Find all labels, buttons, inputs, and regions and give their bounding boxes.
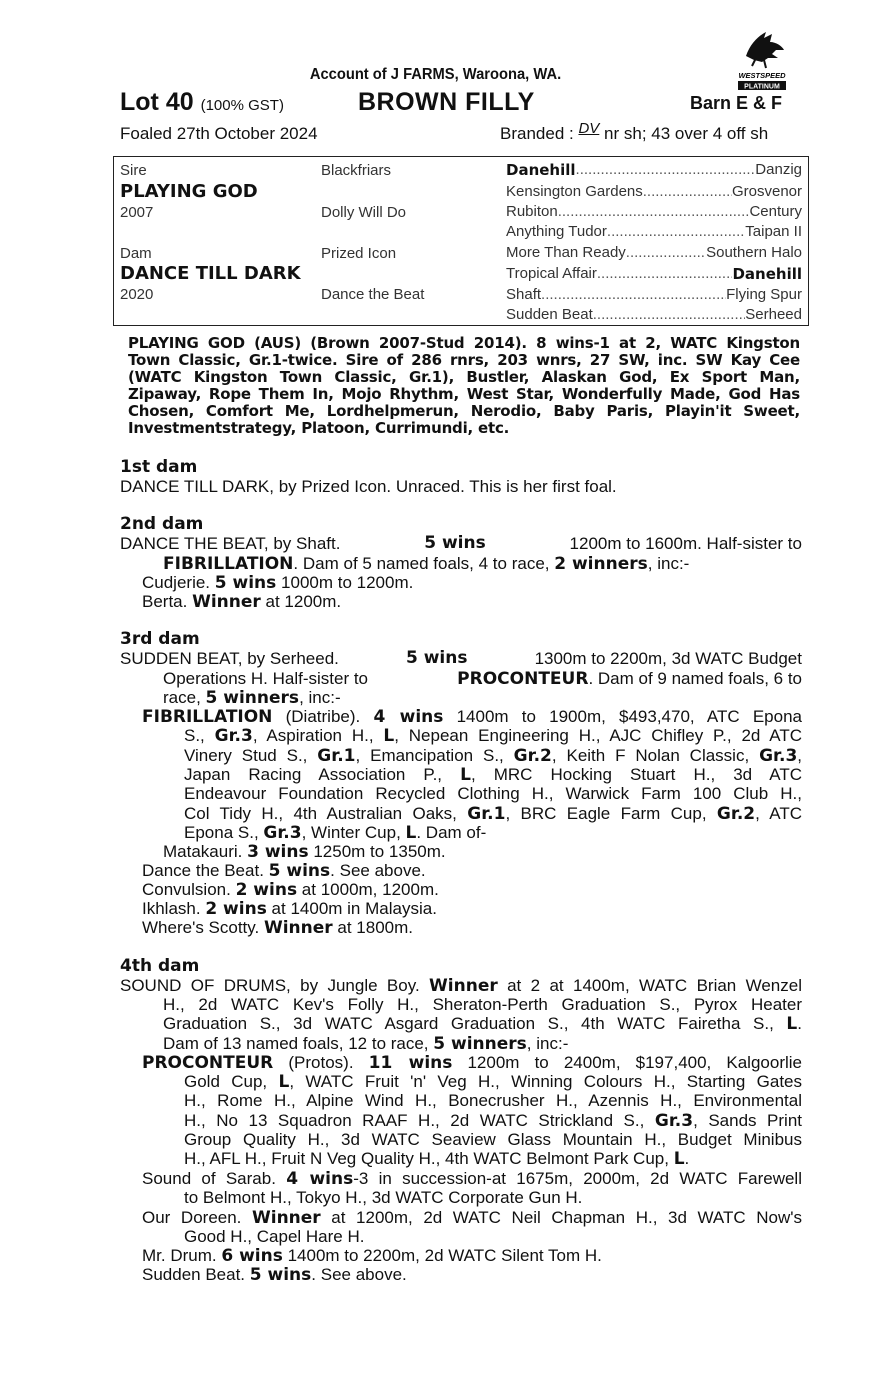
- great-grandparent-sire: Shaft: [506, 286, 542, 303]
- dam-label: Dam: [120, 245, 152, 262]
- bold-segment: Gr.3: [263, 822, 302, 843]
- third-dam-winners: 5 winners: [205, 688, 300, 708]
- sire-label: Sire: [120, 162, 147, 179]
- text-segment: , Nepean Engineering H., AJC Chifley P., 2d ATC: [394, 726, 802, 746]
- lot-label: Lot 40: [120, 88, 194, 116]
- first-dam-heading: 1st dam: [120, 457, 198, 477]
- great-grandparent-grandsire: Danzig: [755, 161, 802, 178]
- lot-number: [120, 88, 284, 117]
- text-segment: Convulsion.: [142, 880, 236, 899]
- great-grandparent-row: [506, 223, 802, 240]
- second-dam-line-2: [163, 554, 689, 574]
- text-segment: (Protos).: [273, 1053, 369, 1072]
- text-segment: , BRC Eagle Farm Cup,: [505, 803, 717, 823]
- our-doreen-line: [142, 1208, 802, 1228]
- second-dam-intro: DANCE THE BEAT, by Shaft.: [120, 534, 341, 553]
- fourth-dam-intro-line: [163, 1014, 802, 1034]
- proconteur-ref: PROCONTEUR: [457, 669, 589, 689]
- bold-segment: Gr.2: [716, 803, 756, 824]
- third-dam-progeny: [142, 899, 437, 919]
- text-segment: -3 in succession-at 1675m, 2000m, 2d WATC Farewell: [353, 1169, 802, 1188]
- text-segment: .: [684, 1149, 690, 1168]
- proconteur-line: [184, 1111, 802, 1131]
- bold-segment: Gr.2: [513, 745, 552, 766]
- text-segment: 1250m to 1350m.: [308, 842, 446, 861]
- text-segment: 1400m to 2200m, 2d WATC Silent Tom H.: [282, 1246, 602, 1265]
- text-segment: Vinery Stud S.,: [184, 745, 318, 765]
- fibrillation-line: [184, 726, 802, 746]
- third-dam-wins: 5 wins: [405, 648, 468, 668]
- westspeed-logo: [732, 28, 792, 94]
- cudjerie-wins: 5 wins: [214, 573, 277, 593]
- our-doreen-line: [184, 1227, 364, 1246]
- proconteur-line: [142, 1053, 802, 1073]
- berta-name: Berta.: [142, 592, 188, 611]
- branded-info: [500, 120, 769, 144]
- fourth-dam-progeny: [142, 1246, 602, 1266]
- sound-of-sarab-line: [184, 1188, 582, 1207]
- berta-wins: Winner: [192, 592, 261, 612]
- bold-segment: 2 wins: [205, 899, 267, 919]
- great-grandparent-grandsire: Southern Halo: [706, 244, 802, 261]
- text-segment: Graduation S., 3d WATC Asgard Graduation S., 4th WATC Fairetha S.,: [163, 1014, 787, 1034]
- brand-description: nr sh; 43 over 4 off sh: [604, 124, 769, 143]
- leader-dots: [626, 244, 706, 261]
- great-grandparent-sire: More Than Ready: [506, 244, 626, 261]
- third-dam-inc: , inc:-: [299, 688, 341, 707]
- text-segment: , Sands Print: [693, 1110, 803, 1130]
- fourth-dam-progeny: [142, 1265, 407, 1285]
- cudjerie-name: Cudjerie.: [142, 573, 211, 592]
- bold-segment: 5 wins: [249, 1265, 312, 1286]
- bold-segment: Winner: [263, 918, 333, 938]
- text-segment: H., No 13 Squadron RAAF H., 2d WATC Strickland S.,: [184, 1110, 655, 1130]
- third-dam-heading: 3rd dam: [120, 629, 200, 649]
- leader-dots: [593, 306, 746, 323]
- great-grandparent-grandsire: Danehill: [732, 265, 802, 283]
- text-segment: Mr. Drum.: [142, 1246, 222, 1265]
- text-segment: , WATC Fruit 'n' Veg H., Winning Colours H., Starting Gates: [289, 1072, 803, 1092]
- great-grandparent-grandsire: Serheed: [745, 306, 802, 323]
- fibrillation-line: [184, 784, 802, 803]
- third-dam-line-2: [163, 669, 802, 689]
- branded-label: Branded :: [500, 124, 574, 143]
- logo-westspeed-text: WESTSPEED: [738, 71, 786, 80]
- great-grandparent-row: [506, 161, 802, 179]
- text-segment: H., 2d WATC Kev's Folly H., Sheraton-Perth Graduation S., Pyrox Heater: [163, 995, 802, 1015]
- bold-segment: Winner: [251, 1208, 321, 1228]
- bold-segment: Winner: [429, 976, 498, 996]
- bold-segment: Gr.3: [759, 745, 798, 766]
- text-segment: , ATC: [755, 803, 802, 823]
- proconteur-line: [184, 1072, 802, 1092]
- great-grandparent-row: [506, 265, 802, 283]
- leader-dots: [541, 286, 726, 303]
- third-dam-record: 1300m to 2200m, 3d WATC Budget: [534, 649, 802, 668]
- second-dam-line-1: [120, 534, 802, 553]
- sire-description: PLAYING GOD (AUS) (Brown 2007-Stud 2014). 8 wins-1 at 2, WATC Kingston Town Classic, Gr.1-twice. Sire of 286 rnrs, 203 wnrs, 27 SW, inc. SW Kay Cee (WATC Kingston Town Classic, Gr.1), Bustler, Alaskan God, Ex Sport Man, Zipaway, Rope Them In, Mojo Rhythm, West Star, Wonderfully Made, God Has Chosen, Comfort Me, Lordhelpmerun, Nerodio, Baby Paris, Playin'it Sweet, Investmentstrategy, Platoon, Currimundi, etc.: [128, 334, 800, 437]
- second-dam-winners: 2 winners: [554, 554, 648, 574]
- bold-segment: 5 winners: [433, 1033, 527, 1054]
- sire-name: PLAYING GOD: [120, 181, 258, 202]
- text-segment: SOUND OF DRUMS, by Jungle Boy.: [120, 976, 430, 995]
- third-dam-foals: . Dam of 9 named foals, 6 to: [588, 669, 802, 688]
- text-segment: Where's Scotty.: [142, 918, 264, 937]
- text-segment: , MRC Hocking Stuart H., 3d ATC: [470, 764, 803, 784]
- bold-segment: PROCONTEUR: [142, 1053, 274, 1073]
- great-grandparent-row: [506, 286, 802, 303]
- grandsire-sire: Blackfriars: [321, 162, 392, 179]
- text-segment: . Dam of-: [416, 822, 487, 842]
- first-dam-text: DANCE TILL DARK, by Prized Icon. Unraced. This is her first foal.: [120, 477, 617, 496]
- great-grandparent-row: [506, 183, 802, 200]
- great-grandparent-sire: Sudden Beat: [506, 306, 593, 323]
- horse-title: BROWN FILLY: [358, 88, 535, 116]
- leader-dots: [558, 203, 750, 220]
- leader-dots: [643, 183, 732, 200]
- great-grandparent-grandsire: Century: [749, 203, 802, 220]
- great-grandparent-grandsire: Flying Spur: [726, 286, 802, 303]
- great-grandparent-row: [506, 244, 802, 261]
- text-segment: at 1200m, 2d WATC Neil Chapman H., 3d WATC Now's: [320, 1208, 802, 1227]
- leader-dots: [607, 223, 745, 240]
- proconteur-line: [184, 1091, 802, 1110]
- pedigree-table: [113, 156, 809, 326]
- foaled-date: Foaled 27th October 2024: [120, 124, 318, 143]
- third-dam-progeny: [142, 880, 439, 900]
- text-segment: , Keith F Nolan Classic,: [551, 745, 760, 765]
- fibrillation-title: FIBRILLATION: [142, 707, 273, 727]
- barn-location: Barn E & F: [690, 93, 783, 113]
- text-segment: Gold Cup,: [184, 1072, 279, 1092]
- progeny-cudjerie: [142, 573, 413, 593]
- fibrillation-line: [184, 765, 802, 785]
- third-dam-line-1: [120, 649, 802, 668]
- text-segment: Our Doreen.: [142, 1208, 252, 1227]
- bold-segment: Gr.3: [214, 726, 253, 747]
- race-word: race,: [163, 688, 201, 707]
- gst-note: (100% GST): [200, 97, 284, 114]
- leader-dots: [576, 161, 756, 179]
- third-dam-progeny: [163, 842, 446, 862]
- text-segment: 1200m to 2400m, $197,400, Kalgoorlie: [452, 1053, 802, 1072]
- third-dam-line-3: [163, 688, 341, 708]
- bold-segment: 11 wins: [368, 1053, 453, 1073]
- cudjerie-record: 1000m to 1200m.: [281, 573, 414, 592]
- text-segment: to Belmont H., Tokyo H., 3d WATC Corporate Gun H.: [184, 1188, 583, 1208]
- bold-segment: 5 wins: [268, 861, 331, 881]
- bold-segment: L: [278, 1072, 290, 1093]
- text-segment: , inc:-: [526, 1033, 569, 1053]
- text-segment: at 2 at 1400m, WATC Brian Wenzel: [497, 976, 802, 995]
- text-segment: , Aspiration H.,: [252, 726, 384, 746]
- proconteur-line: [184, 1130, 802, 1149]
- text-segment: at 1400m in Malaysia.: [266, 899, 437, 918]
- second-dam-heading: 2nd dam: [120, 514, 204, 534]
- text-segment: , Winter Cup,: [301, 822, 406, 842]
- fourth-dam-intro-line: [163, 1034, 568, 1054]
- proconteur-line: [184, 1149, 689, 1169]
- sire-year: 2007: [120, 204, 154, 221]
- text-segment: Matakauri.: [163, 842, 248, 861]
- bold-segment: 4 wins: [373, 707, 444, 727]
- great-grandparent-grandsire: Taipan II: [745, 223, 802, 240]
- third-dam-intro: SUDDEN BEAT, by Serheed.: [120, 649, 339, 668]
- text-segment: at 1000m, 1200m.: [297, 880, 439, 899]
- text-segment: Col Tidy H., 4th Australian Oaks,: [184, 803, 468, 823]
- bold-segment: 2 wins: [235, 880, 298, 900]
- progeny-berta: [142, 592, 341, 612]
- great-grandparent-sire: Kensington Gardens: [506, 183, 643, 200]
- text-segment: . See above.: [311, 1265, 407, 1285]
- granddam-dam: Dance the Beat: [321, 286, 425, 303]
- second-dam-inc: , inc:-: [647, 554, 690, 573]
- dam-name: DANCE TILL DARK: [120, 263, 301, 284]
- third-dam-halfsister: Operations H. Half-sister to: [163, 669, 369, 688]
- bold-segment: L: [405, 822, 417, 843]
- grandsire-dam: Prized Icon: [321, 245, 397, 262]
- text-segment: (Diatribe).: [272, 707, 374, 726]
- bold-segment: 4 wins: [286, 1169, 354, 1189]
- text-segment: , Emancipation S.,: [355, 745, 514, 765]
- fourth-dam-intro-line: [120, 976, 802, 996]
- text-segment: . See above.: [330, 861, 426, 880]
- bold-segment: L: [460, 764, 471, 785]
- westspeed-horse-icon: [732, 28, 792, 94]
- text-segment: ,: [797, 745, 803, 765]
- great-grandparent-row: [506, 203, 802, 220]
- great-grandparent-sire: Rubiton: [506, 203, 558, 220]
- great-grandparent-sire: Anything Tudor: [506, 223, 607, 240]
- great-grandparent-sire: Danehill: [506, 161, 576, 179]
- sound-of-sarab-line: [142, 1169, 802, 1189]
- bold-segment: L: [673, 1149, 685, 1169]
- berta-record: at 1200m.: [265, 592, 342, 611]
- fibrillation-line: [184, 804, 802, 824]
- text-segment: Dance the Beat.: [142, 861, 269, 880]
- great-grandparent-sire: Tropical Affair: [506, 265, 597, 282]
- fibrillation-name: FIBRILLATION: [163, 554, 294, 574]
- text-segment: Ikhlash.: [142, 899, 206, 918]
- fourth-dam-intro-line: [163, 995, 802, 1014]
- third-dam-progeny: [142, 918, 413, 938]
- bold-segment: 3 wins: [247, 842, 309, 862]
- logo-platinum-text: PLATINUM: [744, 83, 780, 91]
- account-of: Account of J FARMS, Waroona, WA.: [309, 66, 562, 83]
- leader-dots: [597, 265, 733, 283]
- text-segment: H., AFL H., Fruit N Veg Quality H., 4th WATC Belmont Park Cup,: [184, 1149, 674, 1168]
- text-segment: at 1800m.: [332, 918, 413, 937]
- text-segment: Sudden Beat.: [142, 1265, 250, 1285]
- text-segment: Japan Racing Association P.,: [184, 764, 461, 784]
- text-segment: Dam of 13 named foals, 12 to race,: [163, 1033, 434, 1053]
- text-segment: Endeavour Foundation Recycled Clothing H., Warwick Farm 100 Club H.,: [184, 784, 802, 804]
- fourth-dam-heading: 4th dam: [120, 956, 200, 976]
- fibrillation-line: [184, 823, 486, 843]
- text-segment: Group Quality H., 3d WATC Seaview Glass Mountain H., Budget Minibus: [184, 1129, 802, 1149]
- third-dam-progeny: [142, 861, 426, 881]
- brand-mark: DV: [578, 120, 600, 137]
- text-segment: S.,: [184, 726, 215, 746]
- text-segment: Good H., Capel Hare H.: [184, 1227, 365, 1247]
- second-dam-distances: 1200m to 1600m. Half-sister to: [569, 534, 802, 553]
- text-segment: Epona S.,: [184, 822, 264, 842]
- fibrillation-line: [184, 746, 802, 766]
- bold-segment: L: [786, 1014, 798, 1035]
- great-grandparent-grandsire: Grosvenor: [731, 183, 802, 200]
- bold-segment: L: [383, 726, 395, 747]
- fibrillation-entry: [142, 707, 802, 727]
- granddam-sire: Dolly Will Do: [321, 204, 407, 221]
- bold-segment: Gr.1: [317, 745, 356, 766]
- dam-year: 2020: [120, 286, 154, 303]
- text-segment: H., Rome H., Alpine Wind H., Bonecrusher H., Azennis H., Environmental: [184, 1091, 802, 1111]
- great-grandparent-row: [506, 306, 802, 323]
- text-segment: Sound of Sarab.: [142, 1169, 287, 1188]
- second-dam-foals: . Dam of 5 named foals, 4 to race,: [293, 554, 550, 573]
- second-dam-wins: 5 wins: [424, 533, 486, 553]
- text-segment: 1400m to 1900m, $493,470, ATC Epona: [443, 707, 802, 726]
- text-segment: .: [797, 1014, 802, 1034]
- bold-segment: Gr.1: [467, 803, 506, 824]
- bold-segment: 6 wins: [221, 1246, 283, 1266]
- bold-segment: Gr.3: [654, 1110, 694, 1131]
